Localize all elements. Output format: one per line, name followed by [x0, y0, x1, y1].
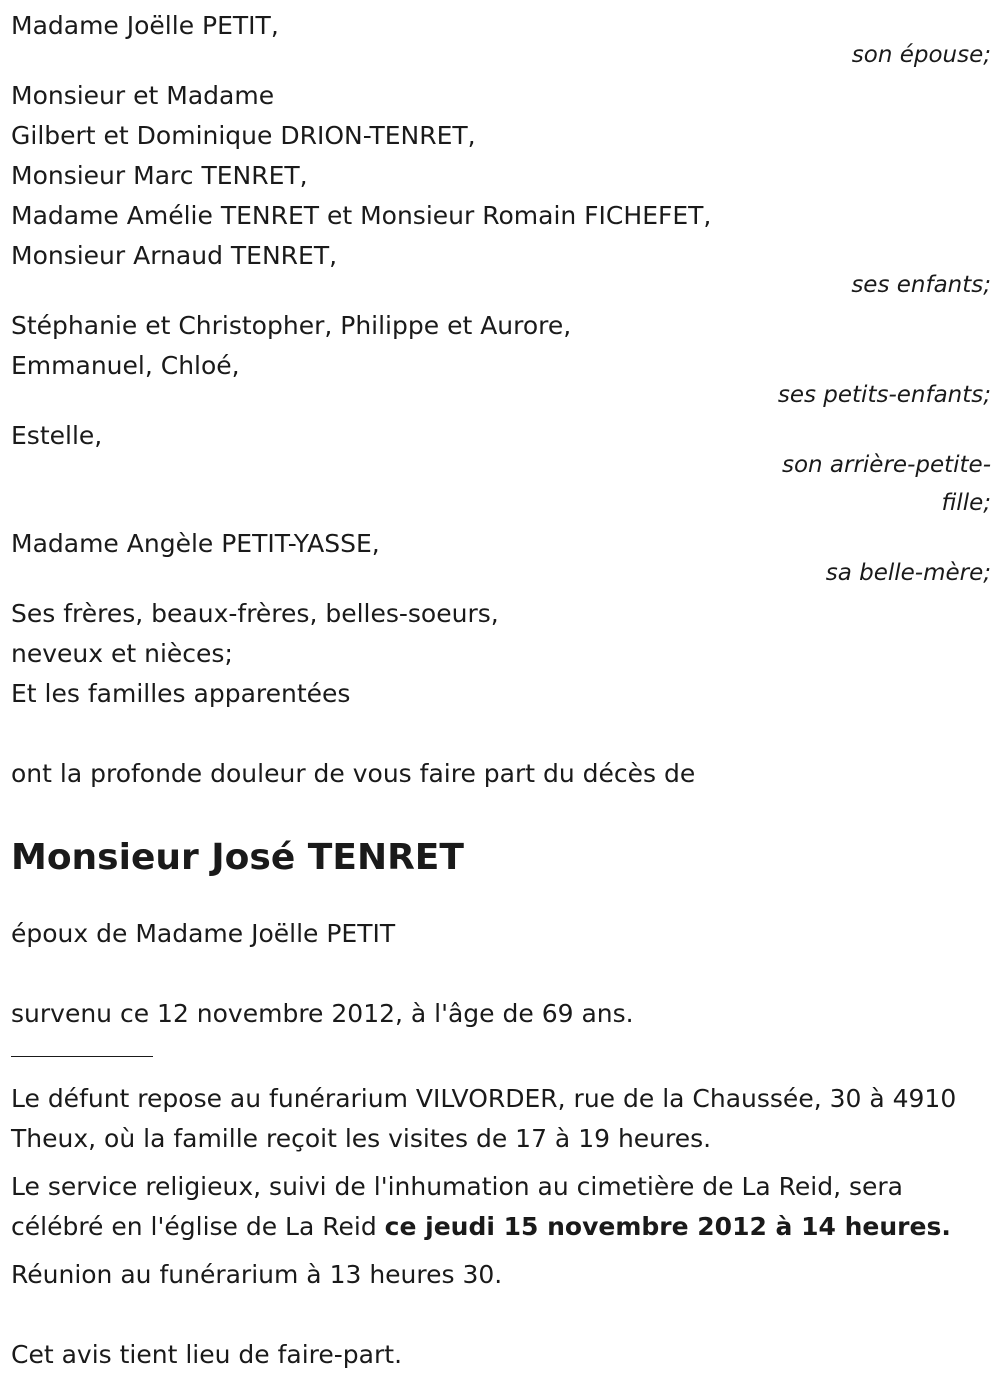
- relation-label: sa belle-mère;: [825, 560, 991, 586]
- death-line: survenu ce 12 novembre 2012, à l'âge de 69 ans.: [11, 999, 634, 1028]
- relation-label: son arrière-petite-fille;: [781, 452, 991, 516]
- family-group-great-granddaughter: [11, 416, 991, 522]
- family-line: Et les familles apparentées: [11, 679, 351, 708]
- family-group-others: [11, 594, 991, 714]
- service-paragraph: [11, 1167, 991, 1247]
- deceased-name: Monsieur José TENRET: [11, 837, 464, 878]
- repose-paragraph: Le défunt repose au funérarium VILVORDER, rue de la Chaussée, 30 à 4910 Theux, où la famille reçoit les visites de 17 à 19 heures.: [11, 1084, 957, 1153]
- obituary-notice: [11, 6, 991, 1375]
- family-line: Stéphanie et Christopher, Philippe et Aurore,: [11, 311, 572, 340]
- spouse-line: époux de Madame Joëlle PETIT: [11, 919, 396, 948]
- family-group-mother-in-law: [11, 524, 991, 592]
- closing-paragraph: Cet avis tient lieu de faire-part.: [11, 1340, 403, 1369]
- relation-label: ses petits-enfants;: [777, 382, 991, 408]
- family-line: Madame Joëlle PETIT,: [11, 11, 279, 40]
- family-line: Monsieur et Madame: [11, 81, 275, 110]
- family-line: Madame Amélie TENRET et Monsieur Romain FICHEFET,: [11, 201, 712, 230]
- relation-label: son épouse;: [851, 42, 991, 68]
- announcement-text: ont la profonde douleur de vous faire part du décès de: [11, 759, 696, 788]
- family-line: Estelle,: [11, 421, 103, 450]
- family-line: Monsieur Marc TENRET,: [11, 161, 308, 190]
- family-group-spouse: [11, 6, 991, 74]
- service-date: ce jeudi 15 novembre 2012 à 14 heures.: [384, 1212, 951, 1241]
- family-line: Gilbert et Dominique DRION-TENRET,: [11, 121, 476, 150]
- meeting-paragraph: Réunion au funérarium à 13 heures 30.: [11, 1260, 503, 1289]
- divider: [11, 1034, 153, 1057]
- family-line: Emmanuel, Chloé,: [11, 351, 240, 380]
- family-line: Monsieur Arnaud TENRET,: [11, 241, 338, 270]
- relation-label: ses enfants;: [851, 272, 991, 298]
- service-text: Le service religieux, suivi de l'inhumation au cimetière de La Reid, sera célébré en l'église de La Reid: [11, 1172, 904, 1241]
- family-group-children: [11, 76, 991, 304]
- family-line: Ses frères, beaux-frères, belles-soeurs,: [11, 599, 499, 628]
- family-line: Madame Angèle PETIT-YASSE,: [11, 529, 380, 558]
- family-group-grandchildren: [11, 306, 991, 414]
- family-line: neveux et nièces;: [11, 639, 233, 668]
